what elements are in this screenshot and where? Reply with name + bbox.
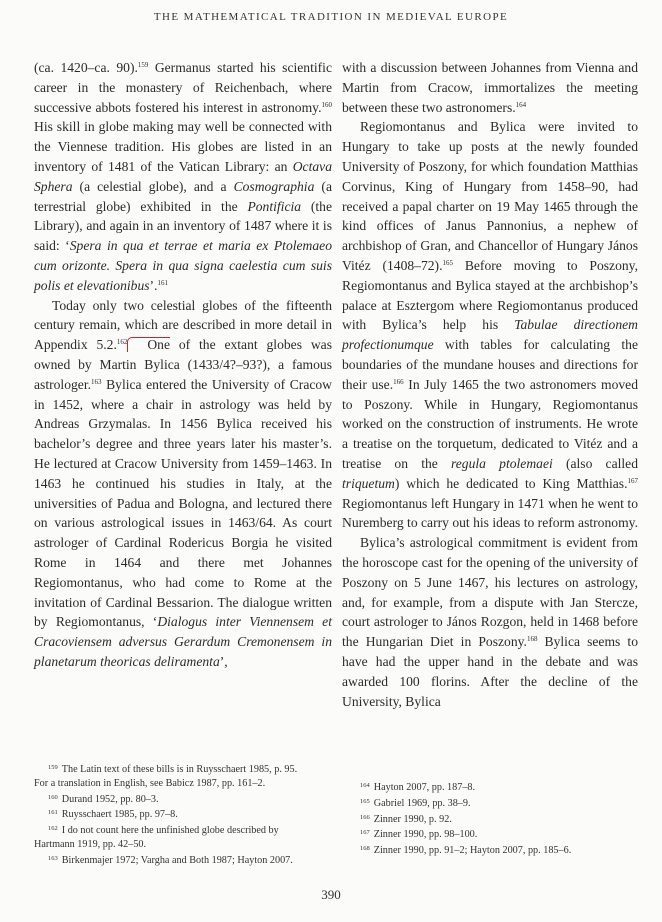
footnote-text: Durand 1952, pp. 80–3. xyxy=(61,793,159,805)
italic-text: Spera in qua et terrae et maria ex Ptolemaeo cum orizonte. Spera in qua signa caelestia cum suis polis et elevationibus xyxy=(34,238,332,293)
paragraph xyxy=(342,58,638,117)
footnote-ref: 167 xyxy=(627,476,638,485)
footnote-number: 167 xyxy=(360,829,370,837)
text-run: (a terrestrial globe) exhibited in the xyxy=(34,178,332,214)
footnote-number: 164 xyxy=(360,782,370,789)
footnote-text: Ruysschaert 1985, pp. 97–8. xyxy=(61,809,178,821)
footnote xyxy=(34,777,332,791)
red-annotation-mark: One xyxy=(127,337,170,352)
footnote xyxy=(34,838,332,852)
text-run: Bylica’s astrological commitment is evident from the horoscope cast for the opening of the university of Poszony on 5 June 1467, his lectures on astrology, and, for example, from a dispute with Jan Stercze, court astrologer to János Rozgon, held in 1468 before the Hungarian Diet in Poszony. xyxy=(342,535,638,650)
italic-text: regula ptolemaei xyxy=(450,455,553,471)
page-number: 390 xyxy=(321,887,341,902)
footnote-text: Hartmann 1919, pp. 42–50. xyxy=(34,838,147,850)
footnote-text: For a translation in English, see Babicz 1987, pp. 161–2. xyxy=(34,777,266,789)
text-run: with tables for calculating the boundaries of the mundane houses and directions for their use. xyxy=(342,337,638,392)
footnote-ref: 168 xyxy=(526,635,538,644)
footnote-number: 162 xyxy=(48,825,58,833)
footnote-ref: 159 xyxy=(137,61,149,69)
footnote xyxy=(34,761,332,777)
text-run: (a celestial globe), and a xyxy=(72,178,234,194)
text-run: Bylica seems to have had the upper hand in the debate and was awarded 100 florins. After the decline of the University, Bylica xyxy=(342,634,639,709)
footnote-text: Zinner 1990, p. 92. xyxy=(373,813,452,825)
footnote-text: I do not count here the unfinished globe described by xyxy=(61,825,279,837)
text-run: (ca. 1420–ca. 90). xyxy=(34,60,138,75)
footnote-ref: 163 xyxy=(91,377,102,386)
footnote-text: Hayton 2007, pp. 187–8. xyxy=(373,782,476,793)
italic-text: Tabulae directionem profectionumque xyxy=(342,317,638,353)
text-run: ) which he dedicated to King Matthias. xyxy=(394,475,628,491)
text-run: ’, xyxy=(219,653,228,669)
footnote-number: 165 xyxy=(360,797,370,805)
italic-text: Dialogus inter Viennensem et Cracoviensem adversus Gerardum Cremonensem in planetarum theoricas deliramenta xyxy=(34,614,332,669)
text-run: Bylica entered the University of Cracow in 1452, where a chair in astrology was held by Andreas Grzymalas. In 1456 Bylica received his bachelor’s degree and three years later his master’s. He lectured at Cracow University from 1459–1463. In 1463 he continued his studies in Italy, at the universities of Padua and Bologna, and lectured there on various astrological issues in 1463/64. As court astrologer of Cardinal Rodericus Borgia he visited Rome in 1464 and there met Johannes Regiomontanus, who had come to Rome at the invitation of Cardinal Bessarion. The dialogue written by Regiomontanus, ‘ xyxy=(34,376,332,630)
italic-text: triquetum xyxy=(342,475,395,491)
paragraph xyxy=(342,117,638,533)
footnote xyxy=(34,791,332,807)
footnote-text: Gabriel 1969, pp. 38–9. xyxy=(373,797,471,809)
footnote xyxy=(34,822,332,838)
text-run: (also called xyxy=(552,455,638,471)
footnote-ref: 164 xyxy=(515,100,527,109)
footnote-text: The Latin text of these bills is in Ruysschaert 1985, p. 95. xyxy=(61,764,298,775)
text-run: In July 1465 the two astronomers moved to Poszony. While in Hungary, Regiomontanus worked on the construction of instruments. He wrote a treatise on the torquetum, dedicated to Vitéz and a treatise on the xyxy=(342,376,638,471)
footnote-number: 160 xyxy=(48,793,58,801)
italic-text: Cosmographia xyxy=(233,178,315,194)
footnote-ref: 165 xyxy=(442,258,453,267)
footnote xyxy=(360,811,640,827)
footnote-number: 166 xyxy=(360,813,370,821)
text-run: Regiomontanus left Hungary in 1471 when he went to Nuremberg to carry out his ideas to reform astronomy. xyxy=(342,495,638,531)
running-head: THE MATHEMATICAL TRADITION IN MEDIEVAL EUROPE xyxy=(153,11,509,23)
right-column xyxy=(342,58,638,711)
text-run: Germanus started his scientific career in the monastery of Reichenbach, where successive abbots fostered his interest in astronomy. xyxy=(34,60,332,115)
text-run: His skill in globe making may well be connected with the Viennese tradition. His globes are listed in an inventory of 1481 of the Vatican Library: an xyxy=(34,119,332,174)
italic-text: Octava Sphera xyxy=(34,158,332,194)
footnote-text: Zinner 1990, pp. 98–100. xyxy=(373,829,478,841)
footnote-ref: 161 xyxy=(157,278,168,287)
footnote xyxy=(360,795,640,811)
paragraph xyxy=(342,533,638,711)
footnote-number: 163 xyxy=(48,854,58,862)
text-run: (the Library), and again in an inventory of 1487 where it is said: ‘ xyxy=(34,198,332,254)
footnote xyxy=(360,779,640,795)
footnote-text: Zinner 1990, pp. 91–2; Hayton 2007, pp. 185–6. xyxy=(373,845,572,857)
footnote-number: 159 xyxy=(48,764,58,771)
left-column xyxy=(34,58,332,672)
footnotes-right xyxy=(360,779,640,858)
footnote-number: 161 xyxy=(48,809,58,817)
footnote-number: 168 xyxy=(360,845,370,853)
footnote xyxy=(34,806,332,822)
text-run: Before moving to Poszony, Regiomontanus and Bylica stayed at the archbishop’s palace at Esztergom where Regiomontanus produced with Bylica’s help his xyxy=(342,257,638,333)
text-run: ’. xyxy=(149,277,158,293)
footnote xyxy=(360,842,640,858)
footnote-ref: 160 xyxy=(321,100,332,109)
footnote-ref: 162 xyxy=(116,338,128,347)
footnotes-left xyxy=(34,761,332,868)
text-run: of the extant globes was owned by Martin Bylica (1433/4?–93?), a famous astrologer. xyxy=(34,337,332,392)
footnote-text: Birkenmajer 1972; Vargha and Both 1987; Hayton 2007. xyxy=(61,854,293,866)
text-run: with a discussion between Johannes from Vienna and Martin from Cracow, immortalizes the meeting between these two astronomers. xyxy=(342,60,638,115)
footnote xyxy=(34,852,332,868)
footnote xyxy=(360,826,640,842)
footnote-ref: 166 xyxy=(393,377,404,386)
text-run: Regiomontanus and Bylica were invited to Hungary to take up posts at the newly founded University of Poszony, for which foundation Matthias Corvinus, King of Hungary from 1458–90, had received a papal charter on 19 May 1465 through the kind offices of Janus Pannonius, a nephew of archbishop of Gran, and Chancellor of Hungary János Vitéz (1408–72). xyxy=(342,119,638,273)
paragraph xyxy=(34,296,332,672)
text-run: Today only two celestial globes of the fifteenth century remain, which are described in more detail in Appendix 5.2. xyxy=(34,297,332,353)
italic-text: Pontificia xyxy=(247,198,302,214)
paragraph xyxy=(34,58,332,296)
